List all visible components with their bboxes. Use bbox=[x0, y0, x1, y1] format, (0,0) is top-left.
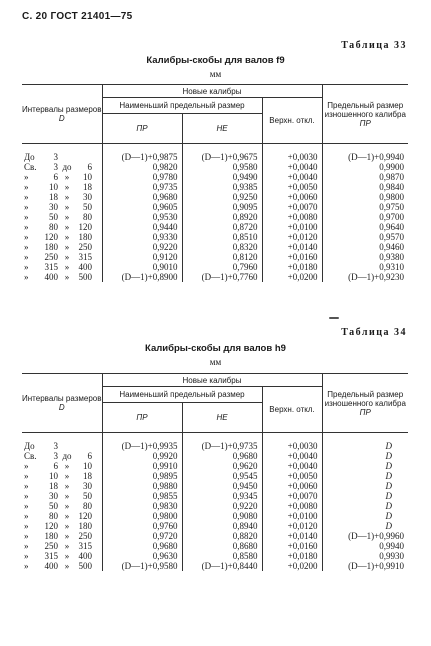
interval-cell bbox=[22, 471, 102, 481]
interval-prefix: Св. bbox=[24, 162, 37, 172]
pr-cell: 0,9855 bbox=[102, 491, 182, 501]
interval-from: 400 bbox=[44, 272, 58, 282]
interval-prefix: » bbox=[24, 222, 29, 232]
upper-dev-cell: +0,0180 bbox=[262, 551, 322, 561]
min-limit-header: Наименьший предельный размер bbox=[102, 98, 262, 114]
interval-to: 50 bbox=[83, 202, 92, 212]
table-row bbox=[22, 461, 408, 471]
ne-cell: 0,8820 bbox=[182, 531, 262, 541]
worn-cell: 0,9900 bbox=[322, 162, 408, 172]
interval-cell bbox=[22, 182, 102, 192]
upper-dev-cell: +0,0200 bbox=[262, 561, 322, 571]
interval-sep: до bbox=[62, 451, 72, 461]
interval-cell bbox=[22, 172, 102, 182]
interval-cell bbox=[22, 212, 102, 222]
interval-to: 6 bbox=[87, 162, 92, 172]
worn-cell: 0,9640 bbox=[322, 222, 408, 232]
interval-sep: » bbox=[64, 222, 70, 232]
interval-prefix: » bbox=[24, 541, 29, 551]
table-row bbox=[22, 242, 408, 252]
ne-cell: 0,9220 bbox=[182, 501, 262, 511]
upper-dev-cell: +0,0160 bbox=[262, 252, 322, 262]
table-row bbox=[22, 451, 408, 461]
ne-cell: 0,7960 bbox=[182, 262, 262, 272]
table-row bbox=[22, 541, 408, 551]
interval-cell bbox=[22, 262, 102, 272]
page-header: С. 20 ГОСТ 21401—75 bbox=[22, 11, 133, 22]
upper-dev-cell: +0,0140 bbox=[262, 242, 322, 252]
interval-sep: » bbox=[64, 551, 70, 561]
interval-sep: » bbox=[64, 172, 70, 182]
pr-cell: 0,9440 bbox=[102, 222, 182, 232]
upper-dev-cell: +0,0080 bbox=[262, 212, 322, 222]
interval-from: 30 bbox=[49, 491, 58, 501]
interval-from: 3 bbox=[53, 162, 58, 172]
interval-cell bbox=[22, 202, 102, 212]
upper-dev-header: Верхн. откл. bbox=[262, 98, 322, 144]
upper-dev-header: Верхн. откл. bbox=[262, 387, 322, 433]
interval-from: 250 bbox=[44, 541, 58, 551]
interval-prefix: » bbox=[24, 252, 29, 262]
interval-prefix: » bbox=[24, 182, 29, 192]
ne-cell: 0,9620 bbox=[182, 461, 262, 471]
table-row bbox=[22, 511, 408, 521]
ne-cell: 0,9490 bbox=[182, 172, 262, 182]
interval-cell bbox=[22, 252, 102, 262]
interval-from: 50 bbox=[49, 501, 58, 511]
upper-dev-cell: +0,0100 bbox=[262, 222, 322, 232]
interval-sep: » bbox=[64, 252, 70, 262]
worn-cell: 0,9570 bbox=[322, 232, 408, 242]
worn-cell: 0,9310 bbox=[322, 262, 408, 272]
upper-dev-cell: +0,0040 bbox=[262, 162, 322, 172]
interval-to: 30 bbox=[83, 192, 92, 202]
interval-prefix: » bbox=[24, 481, 29, 491]
interval-cell bbox=[22, 551, 102, 561]
interval-sep: » bbox=[64, 561, 70, 571]
interval-cell bbox=[22, 144, 102, 163]
table-row bbox=[22, 262, 408, 272]
interval-from: 120 bbox=[44, 232, 58, 242]
new-calibres-header: Новые калибры bbox=[102, 85, 322, 98]
interval-from: 18 bbox=[49, 481, 58, 491]
table-row bbox=[22, 272, 408, 282]
upper-dev-cell: +0,0040 bbox=[262, 451, 322, 461]
interval-prefix: » bbox=[24, 561, 29, 571]
ne-cell: 0,8920 bbox=[182, 212, 262, 222]
pr-cell: 0,9605 bbox=[102, 202, 182, 212]
worn-cell: D bbox=[322, 471, 408, 481]
pr-cell: 0,9010 bbox=[102, 262, 182, 272]
ne-cell: 0,8510 bbox=[182, 232, 262, 242]
interval-sep: » bbox=[64, 202, 70, 212]
worn-cell: (D—1)+0,9910 bbox=[322, 561, 408, 571]
pr-cell: 0,9830 bbox=[102, 501, 182, 511]
interval-to: 18 bbox=[83, 182, 92, 192]
pr-cell: 0,9920 bbox=[102, 451, 182, 461]
table-row bbox=[22, 172, 408, 182]
interval-to: 250 bbox=[78, 531, 92, 541]
interval-sep: » bbox=[64, 531, 70, 541]
upper-dev-cell: +0,0060 bbox=[262, 192, 322, 202]
ne-cell: 0,9545 bbox=[182, 471, 262, 481]
interval-from: 3 bbox=[53, 152, 58, 162]
ne-cell: 0,9680 bbox=[182, 451, 262, 461]
upper-dev-cell: +0,0060 bbox=[262, 481, 322, 491]
interval-prefix: » bbox=[24, 531, 29, 541]
interval-cell bbox=[22, 451, 102, 461]
ne-cell: 0,8940 bbox=[182, 521, 262, 531]
ne-cell: (D—1)+0,9675 bbox=[182, 144, 262, 163]
table-row bbox=[22, 192, 408, 202]
worn-header: Предельный размер изношенного калибра ПР bbox=[322, 374, 408, 433]
interval-from: 30 bbox=[49, 202, 58, 212]
table-row bbox=[22, 182, 408, 192]
interval-from: 315 bbox=[44, 262, 58, 272]
ne-cell: (D—1)+0,8440 bbox=[182, 561, 262, 571]
interval-to: 250 bbox=[78, 242, 92, 252]
table-row bbox=[22, 561, 408, 571]
interval-from: 18 bbox=[49, 192, 58, 202]
interval-cell bbox=[22, 192, 102, 202]
ne-cell: 0,9580 bbox=[182, 162, 262, 172]
ne-cell: 0,9345 bbox=[182, 491, 262, 501]
table-33-units: мм bbox=[209, 69, 222, 79]
ne-header: НЕ bbox=[182, 114, 262, 144]
interval-sep: » bbox=[64, 262, 70, 272]
interval-sep: » bbox=[64, 272, 70, 282]
interval-to: 120 bbox=[78, 222, 92, 232]
interval-cell bbox=[22, 461, 102, 471]
interval-to: 500 bbox=[78, 272, 92, 282]
interval-cell bbox=[22, 272, 102, 282]
interval-prefix: » bbox=[24, 272, 29, 282]
table-row bbox=[22, 162, 408, 172]
upper-dev-cell: +0,0030 bbox=[262, 433, 322, 452]
worn-cell: (D—1)+0,9940 bbox=[322, 144, 408, 163]
pr-cell: 0,9120 bbox=[102, 252, 182, 262]
pr-cell: 0,9330 bbox=[102, 232, 182, 242]
worn-cell: D bbox=[322, 433, 408, 452]
pr-cell: (D—1)+0,9580 bbox=[102, 561, 182, 571]
interval-sep: » bbox=[64, 541, 70, 551]
interval-prefix: » bbox=[24, 212, 29, 222]
table-row bbox=[22, 202, 408, 212]
table-row bbox=[22, 471, 408, 481]
worn-cell: D bbox=[322, 481, 408, 491]
table-34-label: Таблица 34 bbox=[341, 327, 407, 338]
interval-sep: » bbox=[64, 491, 70, 501]
interval-to: 400 bbox=[78, 551, 92, 561]
interval-prefix: » bbox=[24, 471, 29, 481]
worn-cell: (D—1)+0,9230 bbox=[322, 272, 408, 282]
worn-cell: (D—1)+0,9960 bbox=[322, 531, 408, 541]
interval-sep: » bbox=[64, 182, 70, 192]
interval-from: 120 bbox=[44, 521, 58, 531]
interval-sep: » bbox=[64, 501, 70, 511]
ne-cell: 0,9080 bbox=[182, 511, 262, 521]
interval-sep: » bbox=[64, 232, 70, 242]
new-calibres-header: Новые калибры bbox=[102, 374, 322, 387]
interval-prefix: » bbox=[24, 262, 29, 272]
worn-cell: 0,9800 bbox=[322, 192, 408, 202]
interval-sep: до bbox=[62, 162, 72, 172]
interval-cell bbox=[22, 531, 102, 541]
interval-prefix: Св. bbox=[24, 451, 37, 461]
interval-prefix: » bbox=[24, 461, 29, 471]
interval-from: 50 bbox=[49, 212, 58, 222]
interval-from: 6 bbox=[53, 461, 58, 471]
table-34-title: Калибры-скобы для валов h9 bbox=[145, 343, 286, 354]
interval-sep: » bbox=[64, 511, 70, 521]
worn-cell: D bbox=[322, 491, 408, 501]
ne-cell: (D—1)+0,9735 bbox=[182, 433, 262, 452]
interval-cell bbox=[22, 242, 102, 252]
interval-from: 10 bbox=[49, 182, 58, 192]
upper-dev-cell: +0,0200 bbox=[262, 272, 322, 282]
interval-prefix: До bbox=[24, 441, 35, 451]
interval-to: 180 bbox=[78, 232, 92, 242]
ne-cell: (D—1)+0,7760 bbox=[182, 272, 262, 282]
pr-header: ПР bbox=[102, 114, 182, 144]
interval-from: 3 bbox=[53, 441, 58, 451]
pr-header: ПР bbox=[102, 403, 182, 433]
interval-cell bbox=[22, 561, 102, 571]
pr-cell: 0,9760 bbox=[102, 521, 182, 531]
worn-cell: D bbox=[322, 461, 408, 471]
ne-cell: 0,8720 bbox=[182, 222, 262, 232]
interval-to: 315 bbox=[78, 252, 92, 262]
interval-from: 6 bbox=[53, 172, 58, 182]
table-34-units: мм bbox=[209, 357, 222, 367]
interval-cell bbox=[22, 232, 102, 242]
worn-cell: 0,9460 bbox=[322, 242, 408, 252]
pr-cell: (D—1)+0,9875 bbox=[102, 144, 182, 163]
upper-dev-cell: +0,0050 bbox=[262, 182, 322, 192]
upper-dev-cell: +0,0120 bbox=[262, 232, 322, 242]
table-row bbox=[22, 491, 408, 501]
interval-from: 315 bbox=[44, 551, 58, 561]
pr-cell: 0,9820 bbox=[102, 162, 182, 172]
interval-cell bbox=[22, 541, 102, 551]
table-row bbox=[22, 212, 408, 222]
interval-to: 180 bbox=[78, 521, 92, 531]
interval-prefix: » bbox=[24, 242, 29, 252]
interval-prefix: » bbox=[24, 491, 29, 501]
table-33 bbox=[22, 84, 408, 282]
table-row bbox=[22, 222, 408, 232]
interval-cell bbox=[22, 501, 102, 511]
interval-prefix: » bbox=[24, 521, 29, 531]
interval-from: 180 bbox=[44, 531, 58, 541]
upper-dev-cell: +0,0100 bbox=[262, 511, 322, 521]
interval-cell bbox=[22, 511, 102, 521]
ne-cell: 0,9095 bbox=[182, 202, 262, 212]
upper-dev-cell: +0,0120 bbox=[262, 521, 322, 531]
interval-to: 315 bbox=[78, 541, 92, 551]
table-row bbox=[22, 252, 408, 262]
upper-dev-cell: +0,0070 bbox=[262, 491, 322, 501]
ne-cell: 0,8580 bbox=[182, 551, 262, 561]
interval-sep: » bbox=[64, 471, 70, 481]
interval-from: 400 bbox=[44, 561, 58, 571]
pr-cell: 0,9530 bbox=[102, 212, 182, 222]
pen-mark bbox=[329, 317, 339, 319]
interval-sep: » bbox=[64, 192, 70, 202]
interval-from: 80 bbox=[49, 511, 58, 521]
upper-dev-cell: +0,0080 bbox=[262, 501, 322, 511]
pr-cell: (D—1)+0,8900 bbox=[102, 272, 182, 282]
interval-to: 10 bbox=[83, 172, 92, 182]
interval-to: 30 bbox=[83, 481, 92, 491]
table-33-label: Таблица 33 bbox=[341, 40, 407, 51]
interval-cell bbox=[22, 433, 102, 452]
worn-cell: 0,9840 bbox=[322, 182, 408, 192]
ne-cell: 0,9450 bbox=[182, 481, 262, 491]
table-row bbox=[22, 433, 408, 452]
pr-cell: 0,9880 bbox=[102, 481, 182, 491]
ne-cell: 0,8120 bbox=[182, 252, 262, 262]
interval-to: 500 bbox=[78, 561, 92, 571]
table-row bbox=[22, 481, 408, 491]
interval-from: 250 bbox=[44, 252, 58, 262]
ne-header: НЕ bbox=[182, 403, 262, 433]
intervals-header: Интервалы размеров D bbox=[22, 85, 102, 144]
pr-cell: 0,9680 bbox=[102, 541, 182, 551]
interval-to: 120 bbox=[78, 511, 92, 521]
interval-cell bbox=[22, 222, 102, 232]
interval-cell bbox=[22, 162, 102, 172]
worn-cell: 0,9870 bbox=[322, 172, 408, 182]
interval-sep: » bbox=[64, 212, 70, 222]
table-row bbox=[22, 531, 408, 541]
worn-cell: 0,9930 bbox=[322, 551, 408, 561]
table-row bbox=[22, 521, 408, 531]
interval-prefix: До bbox=[24, 152, 35, 162]
interval-prefix: » bbox=[24, 232, 29, 242]
interval-from: 80 bbox=[49, 222, 58, 232]
interval-prefix: » bbox=[24, 202, 29, 212]
worn-cell: 0,9940 bbox=[322, 541, 408, 551]
interval-from: 10 bbox=[49, 471, 58, 481]
table-33-title: Калибры-скобы для валов f9 bbox=[146, 55, 285, 66]
worn-cell: D bbox=[322, 501, 408, 511]
interval-to: 80 bbox=[83, 501, 92, 511]
ne-cell: 0,8320 bbox=[182, 242, 262, 252]
table-34 bbox=[22, 373, 408, 571]
upper-dev-cell: +0,0040 bbox=[262, 461, 322, 471]
intervals-header: Интервалы размеров D bbox=[22, 374, 102, 433]
interval-sep: » bbox=[64, 481, 70, 491]
upper-dev-cell: +0,0040 bbox=[262, 172, 322, 182]
worn-cell: 0,9750 bbox=[322, 202, 408, 212]
worn-cell: 0,9700 bbox=[322, 212, 408, 222]
worn-header: Предельный размер изношенного калибра ПР bbox=[322, 85, 408, 144]
pr-cell: 0,9895 bbox=[102, 471, 182, 481]
worn-cell: D bbox=[322, 521, 408, 531]
interval-cell bbox=[22, 491, 102, 501]
worn-cell: D bbox=[322, 511, 408, 521]
interval-to: 10 bbox=[83, 461, 92, 471]
interval-from: 180 bbox=[44, 242, 58, 252]
interval-sep: » bbox=[64, 242, 70, 252]
worn-cell: 0,9380 bbox=[322, 252, 408, 262]
upper-dev-cell: +0,0070 bbox=[262, 202, 322, 212]
pr-cell: 0,9220 bbox=[102, 242, 182, 252]
pr-cell: 0,9780 bbox=[102, 172, 182, 182]
interval-sep: » bbox=[64, 461, 70, 471]
pr-cell: 0,9720 bbox=[102, 531, 182, 541]
interval-sep: » bbox=[64, 521, 70, 531]
interval-prefix: » bbox=[24, 511, 29, 521]
interval-to: 50 bbox=[83, 491, 92, 501]
interval-cell bbox=[22, 521, 102, 531]
interval-to: 80 bbox=[83, 212, 92, 222]
interval-prefix: » bbox=[24, 192, 29, 202]
upper-dev-cell: +0,0140 bbox=[262, 531, 322, 541]
table-row bbox=[22, 144, 408, 163]
interval-prefix: » bbox=[24, 501, 29, 511]
pr-cell: 0,9630 bbox=[102, 551, 182, 561]
upper-dev-cell: +0,0030 bbox=[262, 144, 322, 163]
upper-dev-cell: +0,0180 bbox=[262, 262, 322, 272]
interval-to: 18 bbox=[83, 471, 92, 481]
interval-prefix: » bbox=[24, 172, 29, 182]
interval-to: 400 bbox=[78, 262, 92, 272]
upper-dev-cell: +0,0160 bbox=[262, 541, 322, 551]
table-row bbox=[22, 501, 408, 511]
table-row bbox=[22, 551, 408, 561]
table-row bbox=[22, 232, 408, 242]
interval-cell bbox=[22, 481, 102, 491]
ne-cell: 0,9250 bbox=[182, 192, 262, 202]
ne-cell: 0,9385 bbox=[182, 182, 262, 192]
worn-cell: D bbox=[322, 451, 408, 461]
pr-cell: 0,9680 bbox=[102, 192, 182, 202]
interval-to: 6 bbox=[87, 451, 92, 461]
pr-cell: 0,9910 bbox=[102, 461, 182, 471]
upper-dev-cell: +0,0050 bbox=[262, 471, 322, 481]
ne-cell: 0,8680 bbox=[182, 541, 262, 551]
interval-from: 3 bbox=[53, 451, 58, 461]
pr-cell: 0,9735 bbox=[102, 182, 182, 192]
interval-prefix: » bbox=[24, 551, 29, 561]
pr-cell: (D—1)+0,9935 bbox=[102, 433, 182, 452]
min-limit-header: Наименьший предельный размер bbox=[102, 387, 262, 403]
pr-cell: 0,9800 bbox=[102, 511, 182, 521]
